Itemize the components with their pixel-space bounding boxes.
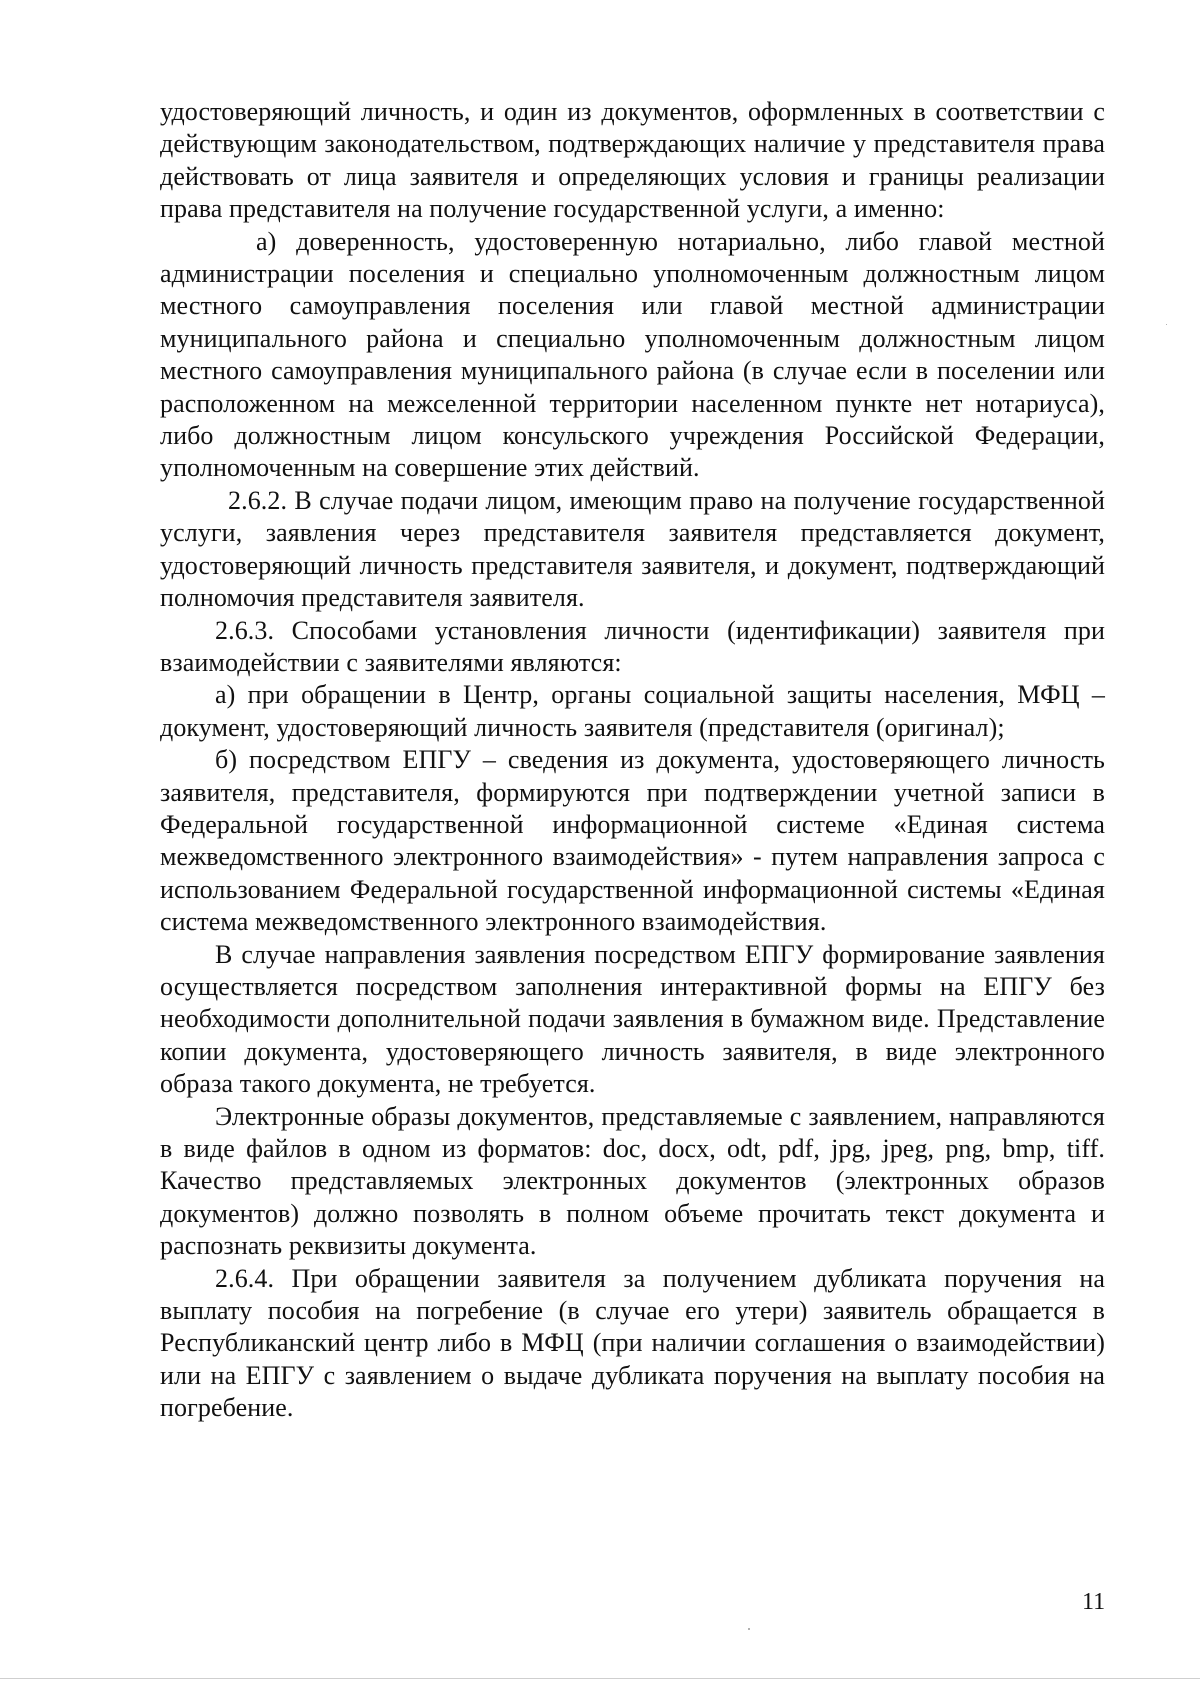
- document-body: [160, 96, 1105, 1425]
- paragraph-item-b-epgu: б) посредством ЕПГУ – сведения из документа, удостоверяющего личность заявителя, представителя, формируются при подтверждении учетной записи в Федеральной государственной информационной системе «Единая система межведомственного электронного взаимодействия» - путем направления запроса с использованием Федеральной государственной информационной системы «Единая система межведомственного электронного взаимодействия.: [160, 745, 1105, 937]
- paragraph-item-a-power-of-attorney: а) доверенность, удостоверенную нотариально, либо главой местной администрации поселения и специально уполномоченным должностным лицом местного самоуправления поселения или главой местной администрации муниципального района и специально уполномоченным должностным лицом местного самоуправления муниципального района (в случае если в поселении или расположенном на межселенной территории населенном пункте нет нотариуса), либо должностным лицом консульского учреждения Российской Федерации, уполномоченным на совершение этих действий.: [160, 226, 1105, 483]
- paragraph-continuation: удостоверяющий личность, и один из документов, оформленных в соответствии с действующим законодательством, подтверждающих наличие у представителя права действовать от лица заявителя и определяющих условия и границы реализации права представителя на получение государственной услуги, а именно:: [160, 97, 1105, 224]
- paragraph-2-6-4: 2.6.4. При обращении заявителя за получением дубликата поручения на выплату пособия на погребение (в случае его утери) заявитель обращается в Республиканский центр либо в МФЦ (при наличии соглашения о взаимодействии) или на ЕПГУ с заявлением о выдаче дубликата поручения на выплату пособия на погребение.: [160, 1263, 1105, 1423]
- paragraph-item-a-center: а) при обращении в Центр, органы социальной защиты населения, МФЦ – документ, удостоверяющий личность заявителя (представителя (оригинал);: [160, 680, 1105, 742]
- paragraph-epgu-submission: В случае направления заявления посредством ЕПГУ формирование заявления осуществляется посредством заполнения интерактивной формы на ЕПГУ без необходимости дополнительной подачи заявления в бумажном виде. Представление копии документа, удостоверяющего личность заявителя, в виде электронного образа такого документа, не требуется.: [160, 939, 1105, 1099]
- scan-edge-line: [0, 1678, 1200, 1679]
- scan-artifact-dot: [748, 1628, 750, 1630]
- paragraph-2-6-2: 2.6.2. В случае подачи лицом, имеющим право на получение государственной услуги, заявления через представителя заявителя представляется документ, удостоверяющий личность представителя заявителя, и документ, подтверждающий полномочия представителя заявителя.: [160, 485, 1105, 613]
- paragraph-electronic-formats: Электронные образы документов, представляемые с заявлением, направляются в виде файлов в одном из форматов: doc, docx, odt, pdf, jpg, jpeg, png, bmp, tiff. Качество представляемых электронных документов (электронных образов документов) должно позволять в полном объеме прочитать текст документа и распознать реквизиты документа.: [160, 1101, 1105, 1261]
- scan-artifact-dot: [1166, 324, 1167, 325]
- paragraph-2-6-3: 2.6.3. Способами установления личности (идентификации) заявителя при взаимодействии с заявителями являются:: [160, 615, 1105, 677]
- page-number: 11: [1082, 1589, 1106, 1615]
